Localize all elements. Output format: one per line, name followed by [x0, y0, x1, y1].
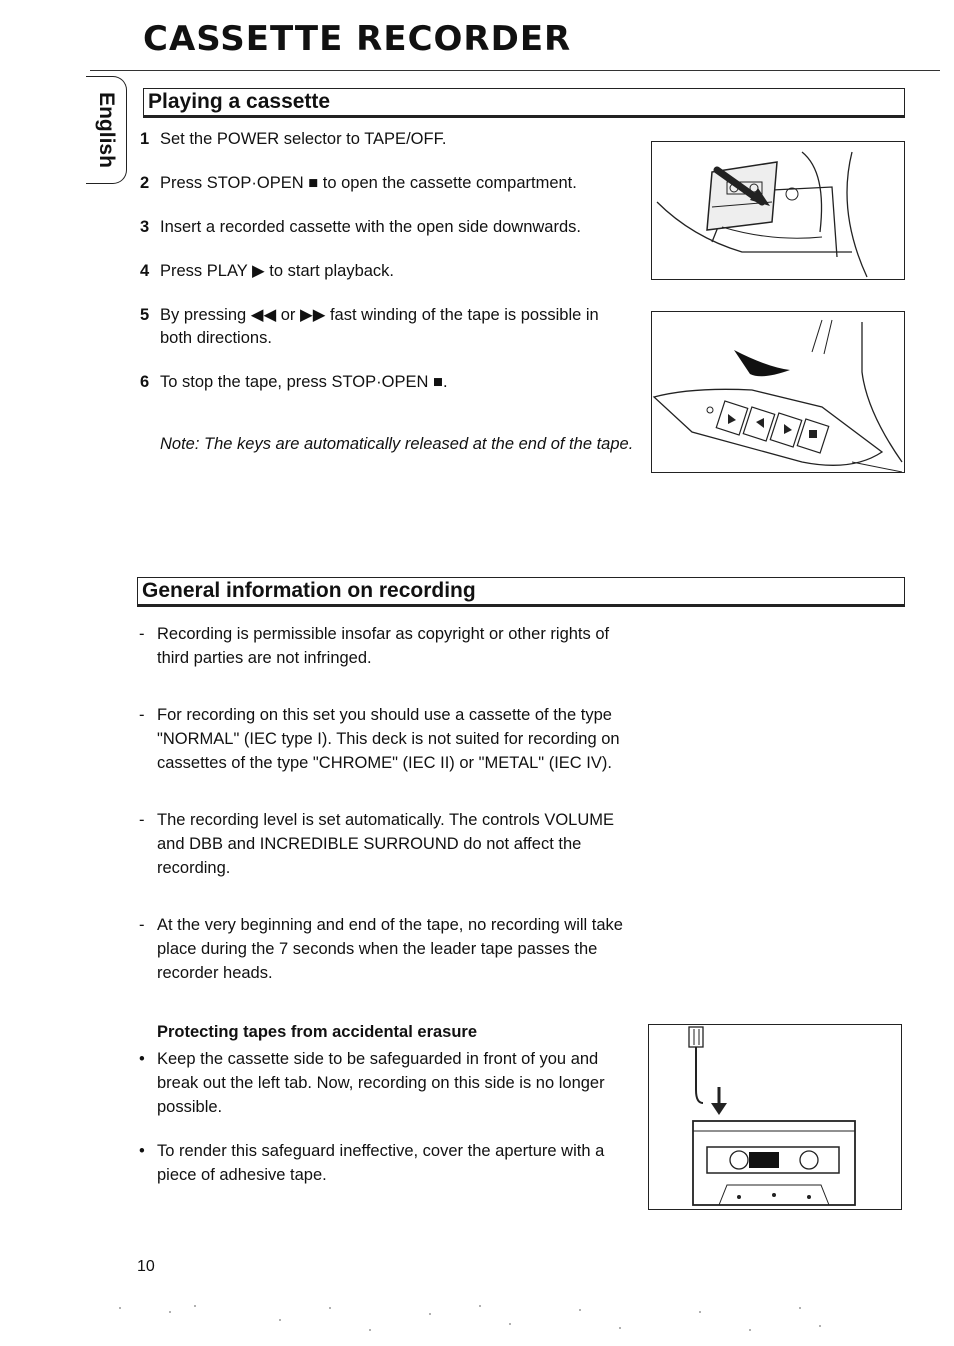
- cassette-tab-drawing: [649, 1025, 902, 1210]
- step-number: 5: [140, 306, 150, 324]
- erasure-protection-heading: Protecting tapes from accidental erasure: [157, 1023, 478, 1041]
- playback-steps: [140, 128, 640, 394]
- info-item: - The recording level is set automatically. The controls VOLUME and DBB and INCREDIBLE SURROUND do not affect the recording.: [137, 808, 627, 880]
- step-number: 1: [140, 130, 150, 148]
- title-divider: [90, 70, 940, 71]
- step-number: 6: [140, 373, 150, 391]
- step-number: 2: [140, 174, 150, 192]
- protection-item: • To render this safeguard ineffective, cover the aperture with a piece of adhesive tape.: [137, 1139, 627, 1187]
- step-number: 4: [140, 262, 150, 280]
- control-keys-drawing: [652, 312, 905, 473]
- step-item: [140, 216, 640, 239]
- step-number: 3: [140, 218, 150, 236]
- step-text: Insert a recorded cassette with the open side downwards.: [160, 218, 581, 236]
- info-item: - Recording is permissible insofar as copyright or other rights of third parties are not infringed.: [137, 622, 627, 670]
- step-item: [140, 172, 640, 195]
- info-item: - At the very beginning and end of the tape, no recording will take place during the 7 seconds when the leader tape passes the recorder heads.: [137, 913, 642, 985]
- info-item: - For recording on this set you should use a cassette of the type "NORMAL" (IEC type I). This deck is not suited for recording on cassettes of the type "CHROME" (IEC II) or "METAL" (IEC IV).: [137, 703, 637, 775]
- section-heading-playing: Playing a cassette: [143, 88, 905, 116]
- language-tab: [86, 76, 127, 184]
- step-text: Press STOP·OPEN ■ to open the cassette compartment.: [160, 174, 577, 192]
- section-heading-recording: General information on recording: [137, 577, 905, 605]
- step-text: To stop the tape, press STOP·OPEN ■.: [160, 373, 448, 391]
- page-number: 10: [137, 1258, 155, 1275]
- cassette-tab-illustration: [648, 1024, 902, 1210]
- step-item: [140, 260, 640, 283]
- page-title: CASSETTE RECORDER: [143, 19, 572, 59]
- step-text: Press PLAY ▶ to start playback.: [160, 262, 395, 280]
- tape-end-note: Note: The keys are automatically released at the end of the tape.: [160, 435, 634, 453]
- step-text: By pressing ◀◀ or ▶▶ fast winding of the tape is possible in both directions.: [160, 306, 599, 347]
- step-text: Set the POWER selector to TAPE/OFF.: [160, 130, 447, 148]
- control-keys-illustration: [651, 311, 905, 473]
- language-tab-label: English: [95, 92, 118, 168]
- protection-item: • Keep the cassette side to be safeguarded in front of you and break out the left tab. Now, recording on this side is no longer possible.: [137, 1047, 627, 1119]
- cassette-insert-drawing: [652, 142, 905, 280]
- scan-artifacts: [100, 1300, 840, 1340]
- step-item: [140, 371, 640, 394]
- erasure-protection-list: [137, 1047, 637, 1187]
- step-item: [140, 304, 630, 350]
- step-item: [140, 128, 640, 151]
- recording-info-list: [137, 622, 637, 985]
- cassette-insert-illustration: [651, 141, 905, 280]
